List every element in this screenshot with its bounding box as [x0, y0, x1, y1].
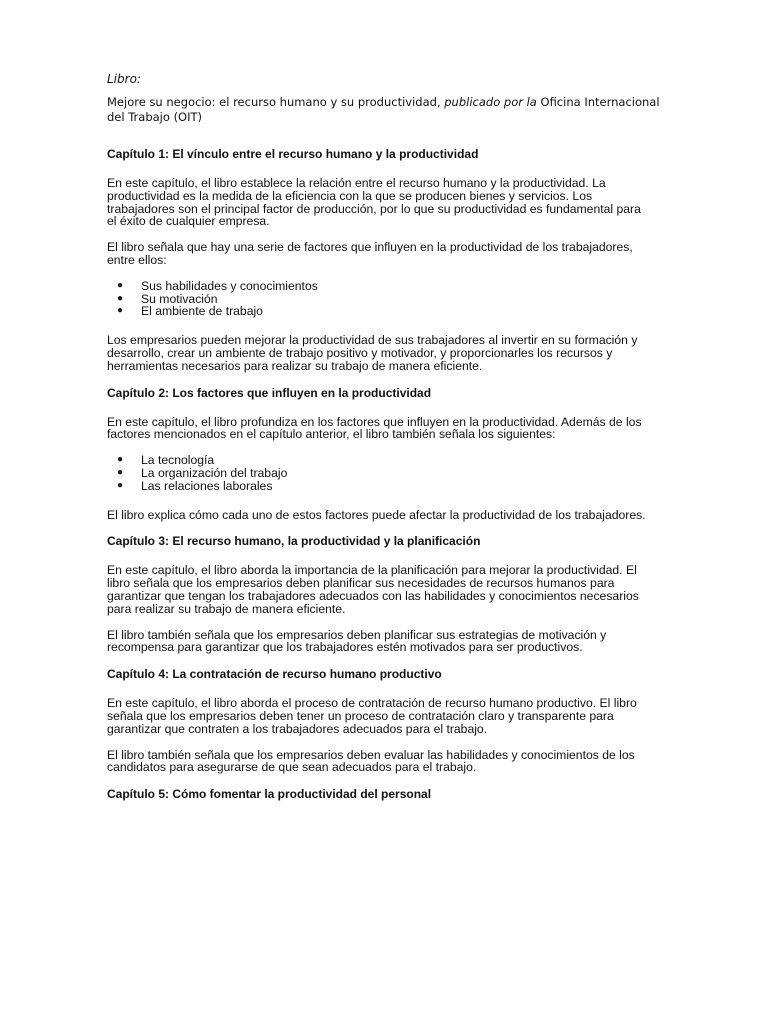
chapter-section [107, 667, 652, 774]
bullet-list [107, 280, 652, 318]
paragraph: En este capítulo, el libro establece la relación entre el recurso humano y la productividad. La productividad es la medida de la eficiencia con la que se producen bienes y servicios. Los trabajadores son el principal factor de producción, por lo que su productividad es fundamental para el éxito de cualquier empresa. [107, 176, 641, 229]
book-label: Libro: [107, 72, 141, 86]
book-title [107, 95, 667, 125]
chapter-section [107, 787, 652, 801]
book-title-publisher: Oficina Internacional del Trabajo (OIT) [107, 95, 660, 124]
bullet-icon: ● [117, 292, 124, 304]
chapter-title: Capítulo 1: El vínculo entre el recurso humano y la productividad [107, 147, 479, 161]
chapter-title: Capítulo 2: Los factores que influyen en la productividad [107, 385, 432, 400]
paragraph: En este capítulo, el libro aborda la importancia de la planificación para mejorar la productividad. El libro señala que los empresarios deben planificar sus necesidades de recursos humanos para garantizar que tengan los trabajadores adecuados con las habilidades y conocimientos necesarios para realizar su trabajo de manera eficiente. [107, 563, 639, 616]
paragraph: El libro también señala que los empresarios deben evaluar las habilidades y conocimientos de los candidatos para asegurarse de que sean adecuados para el trabajo. [107, 747, 635, 775]
bullet-list [107, 454, 652, 492]
chapter-title: Capítulo 4: La contratación de recurso humano productivo [107, 667, 442, 682]
paragraph: El libro también señala que los empresarios deben planificar sus estrategias de motivación y recompensa para garantizar que los trabajadores estén motivados para ser productivos. [107, 627, 607, 655]
chapter-section [107, 534, 652, 654]
chapter-title: Capítulo 3: El recurso humano, la productividad y la planificación [107, 534, 481, 549]
list-item-text: Las relaciones laborales [141, 478, 273, 493]
book-title-italic: publicado por la [444, 95, 537, 109]
paragraph: El libro explica cómo cada uno de estos factores puede afectar la productividad de los trabajadores. [107, 507, 646, 522]
chapter-title: Capítulo 5: Cómo fomentar la productividad del personal [107, 787, 432, 802]
list-item-text: Sus habilidades y conocimientos [141, 278, 318, 293]
paragraph: En este capítulo, el libro profundiza en los factores que influyen en la productividad. Además de los factores mencionados en el capítulo anterior, el libro también señala los siguientes: [107, 414, 642, 442]
bullet-icon: ● [117, 305, 124, 317]
paragraph: Los empresarios pueden mejorar la productividad de sus trabajadores al invertir en su formación y desarrollo, crear un ambiente de trabajo positivo y motivador, y proporcionarles los recursos y herramientas necesarios para realizar su trabajo de manera eficiente. [107, 333, 638, 373]
list-item [107, 480, 652, 493]
list-item-text: Su motivación [141, 291, 218, 306]
bullet-icon: ● [117, 466, 124, 478]
bullet-icon: ● [117, 279, 124, 291]
bullet-icon: ● [117, 454, 124, 466]
chapter-section [107, 386, 652, 522]
list-item-text: La organización del trabajo [141, 465, 288, 480]
document-body [107, 147, 652, 817]
paragraph: El libro señala que hay una serie de factores que influyen en la productividad de los trabajadores, entre ellos: [107, 240, 633, 267]
list-item-text: El ambiente de trabajo [141, 304, 263, 319]
paragraph: En este capítulo, el libro aborda el proceso de contratación de recurso humano productivo. El libro señala que los empresarios deben tener un proceso de contratación claro y transparente para garantizar que contraten a los trabajadores adecuados para el trabajo. [107, 696, 637, 736]
list-item [107, 305, 652, 318]
list-item-text: La tecnología [141, 453, 215, 468]
chapter-section [107, 147, 652, 373]
book-title-main: Mejore su negocio: el recurso humano y su productividad, [107, 95, 445, 109]
bullet-icon: ● [117, 479, 124, 491]
